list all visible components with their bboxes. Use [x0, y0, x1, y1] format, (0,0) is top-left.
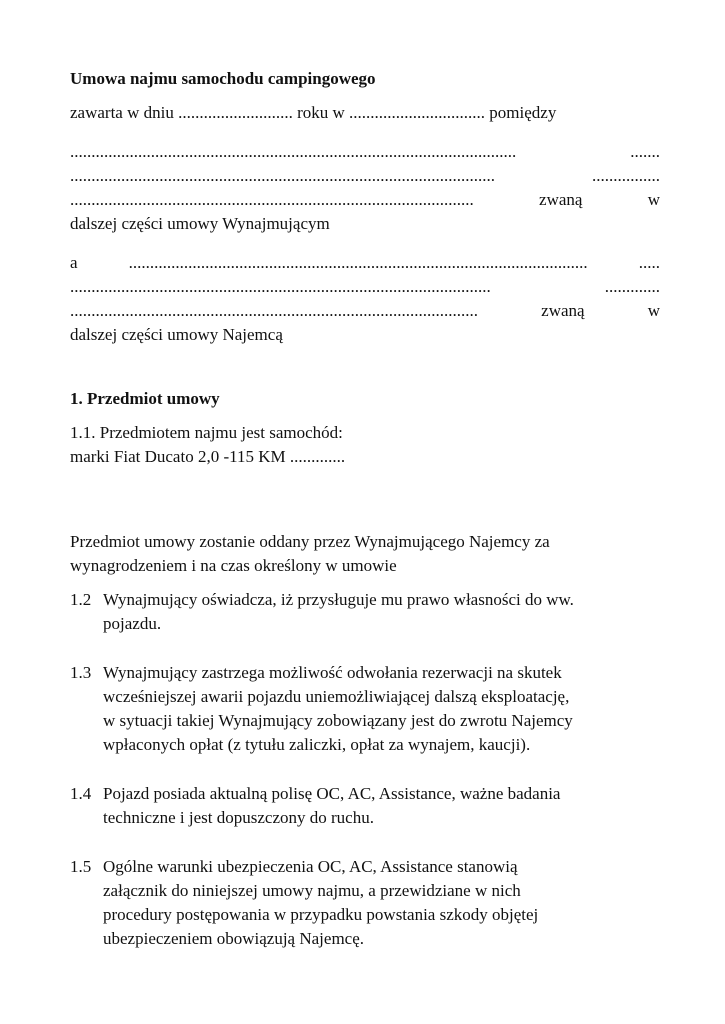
clause-number: 1.3	[70, 663, 92, 682]
clause-text: ubezpieczeniem obowiązują Najemcę.	[103, 929, 365, 948]
clause-text: wcześniejszej awarii pojazdu uniemożliwiającej dalszą eksploatację,	[103, 687, 570, 706]
clause-1-5	[70, 855, 660, 951]
clause-text: załącznik do niniejszej umowy najmu, a przewidziane w nich	[103, 881, 521, 900]
clause-1-4	[70, 782, 660, 830]
item-1-1-line: 1.1. Przedmiotem najmu jest samochód:	[70, 423, 343, 442]
section-heading: 1. Przedmiot umowy	[70, 389, 220, 408]
lessee-fill-line: a ............................................................................................................ .....	[70, 253, 660, 272]
vehicle-make-line: marki Fiat Ducato 2,0 -115 KM .............	[70, 447, 346, 466]
clause-1-3	[70, 661, 660, 757]
clause-number: 1.2	[70, 590, 92, 609]
lessor-fill-line: ......................................................................................................... .......	[70, 142, 660, 161]
clause-text: Pojazd posiada aktualną polisę OC, AC, Assistance, ważne badania	[103, 784, 561, 803]
clause-text: Wynajmujący oświadcza, iż przysługuje mu prawo własności do ww.	[103, 590, 574, 609]
clause-text: techniczne i jest dopuszczony do ruchu.	[103, 808, 374, 827]
subject-text-line: wynagrodzeniem i na czas określony w umowie	[70, 556, 397, 575]
lessee-fill-line: ................................................................................................ zwaną w	[70, 301, 660, 320]
lessee-block	[70, 251, 660, 347]
lessee-role-text: dalszej części umowy Najemcą	[70, 325, 283, 344]
clause-number: 1.4	[70, 784, 92, 803]
intro-date-place-line: zawarta w dniu ........................... roku w ................................ pomiędzy	[70, 103, 557, 122]
clause-text: procedury postępowania w przypadku powstania szkody objętej	[103, 905, 539, 924]
clause-text: Ogólne warunki ubezpieczenia OC, AC, Assistance stanowią	[103, 857, 518, 876]
lessor-fill-line: .................................................................................................... ................	[70, 166, 660, 185]
clause-text: wpłaconych opłat (z tytułu zaliczki, opłat za wynajem, kaucji).	[103, 735, 531, 754]
clause-text: Wynajmujący zastrzega możliwość odwołania rezerwacji na skutek	[103, 663, 562, 682]
clause-text: pojazdu.	[103, 614, 162, 633]
lessor-fill-line: ............................................................................................... zwaną w	[70, 190, 660, 209]
lessor-role-text: dalszej części umowy Wynajmującym	[70, 214, 330, 233]
lessor-block	[70, 140, 660, 236]
clause-1-2	[70, 588, 660, 636]
document-title: Umowa najmu samochodu campingowego	[70, 69, 376, 88]
document-page	[70, 66, 660, 951]
subject-text-line: Przedmiot umowy zostanie oddany przez Wynajmującego Najemcy za	[70, 532, 550, 551]
clause-number: 1.5	[70, 857, 92, 876]
lessee-fill-line: ................................................................................................... .............	[70, 277, 660, 296]
clause-text: w sytuacji takiej Wynajmujący zobowiązany jest do zwrotu Najemcy	[103, 711, 573, 730]
